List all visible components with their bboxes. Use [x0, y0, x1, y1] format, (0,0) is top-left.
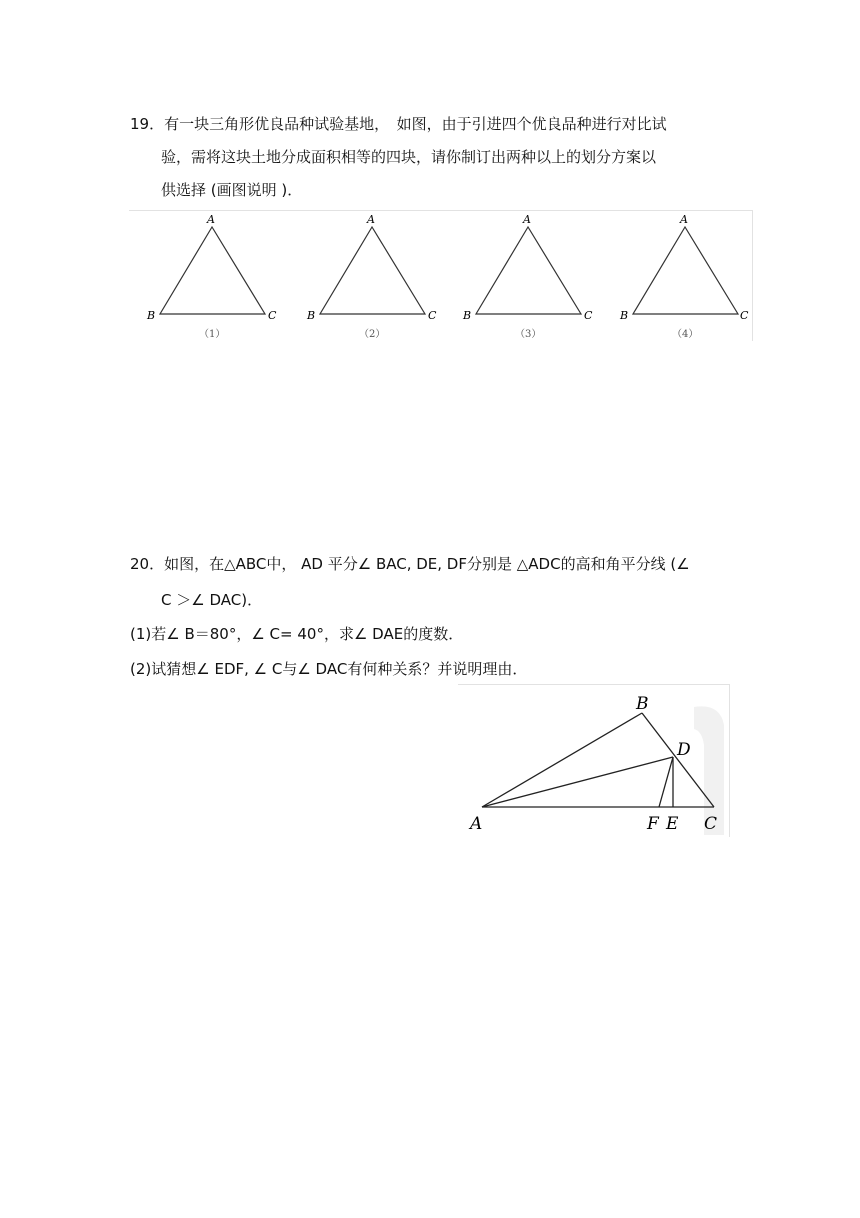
triangle-1-label-c: C — [268, 309, 277, 322]
label-c: C — [704, 814, 718, 834]
triangle-2-label-c: C — [428, 309, 437, 322]
q20-triangle-svg — [458, 685, 729, 837]
triangle-3-label-c: C — [584, 309, 593, 322]
triangle-3-caption: （3） — [515, 329, 542, 340]
triangle-abc — [482, 713, 714, 807]
triangle-4 — [619, 213, 749, 340]
triangle-3-label-b: B — [463, 309, 472, 322]
triangle-1-label-a: A — [207, 213, 215, 226]
q20-part-2: (2)试猜想∠ EDF, ∠ C与∠ DAC有何种关系？并说明理由． — [130, 660, 528, 678]
q19-triangles-svg — [129, 211, 752, 341]
q19-figure-panel — [129, 210, 753, 341]
triangle-4-caption: （4） — [672, 329, 699, 340]
q20-text-line2: C ＞∠ DAC)． — [161, 591, 263, 609]
segment-ab — [482, 713, 642, 807]
triangle-1-shape — [160, 227, 265, 314]
triangle-1-label-b: B — [147, 309, 156, 322]
q20-text-line1: 20．如图，在△ABC中， AD 平分∠ BAC, DE, DF分别是 △ADC的高和角平分线 (∠ — [130, 555, 690, 573]
triangle-4-shape — [633, 227, 738, 314]
triangle-2-shape — [320, 227, 425, 314]
triangle-2-label-b: B — [307, 309, 316, 322]
triangle-2 — [306, 213, 437, 340]
q20-figure-panel — [458, 684, 730, 837]
triangle-3-shape — [476, 227, 581, 314]
triangle-3-label-a: A — [523, 213, 531, 226]
label-a: A — [470, 814, 483, 834]
segment-df — [659, 757, 673, 807]
q19-text-line2: 验，需将这块土地分成面积相等的四块，请你制订出两种以上的划分方案以 — [161, 148, 657, 166]
q19-text-line3: 供选择 (画图说明 )． — [161, 181, 303, 199]
triangle-2-caption: （2） — [359, 329, 386, 340]
segment-ad — [482, 757, 673, 807]
triangle-4-label-c: C — [740, 309, 749, 322]
label-b: B — [636, 694, 649, 714]
triangle-1 — [146, 213, 277, 340]
label-d: D — [677, 740, 691, 760]
label-f: F — [647, 814, 659, 834]
q19-text-line1: 19．有一块三角形优良品种试验基地， 如图，由于引进四个优良品种进行对比试 — [130, 115, 667, 133]
triangle-4-label-b: B — [620, 309, 629, 322]
triangle-2-label-a: A — [367, 213, 375, 226]
q20-part-1: (1)若∠ B＝80°，∠ C= 40°，求∠ DAE的度数． — [130, 625, 464, 643]
triangle-1-caption: （1） — [199, 329, 226, 340]
triangle-4-label-a: A — [680, 213, 688, 226]
triangle-3 — [462, 213, 593, 340]
label-e: E — [666, 814, 679, 834]
